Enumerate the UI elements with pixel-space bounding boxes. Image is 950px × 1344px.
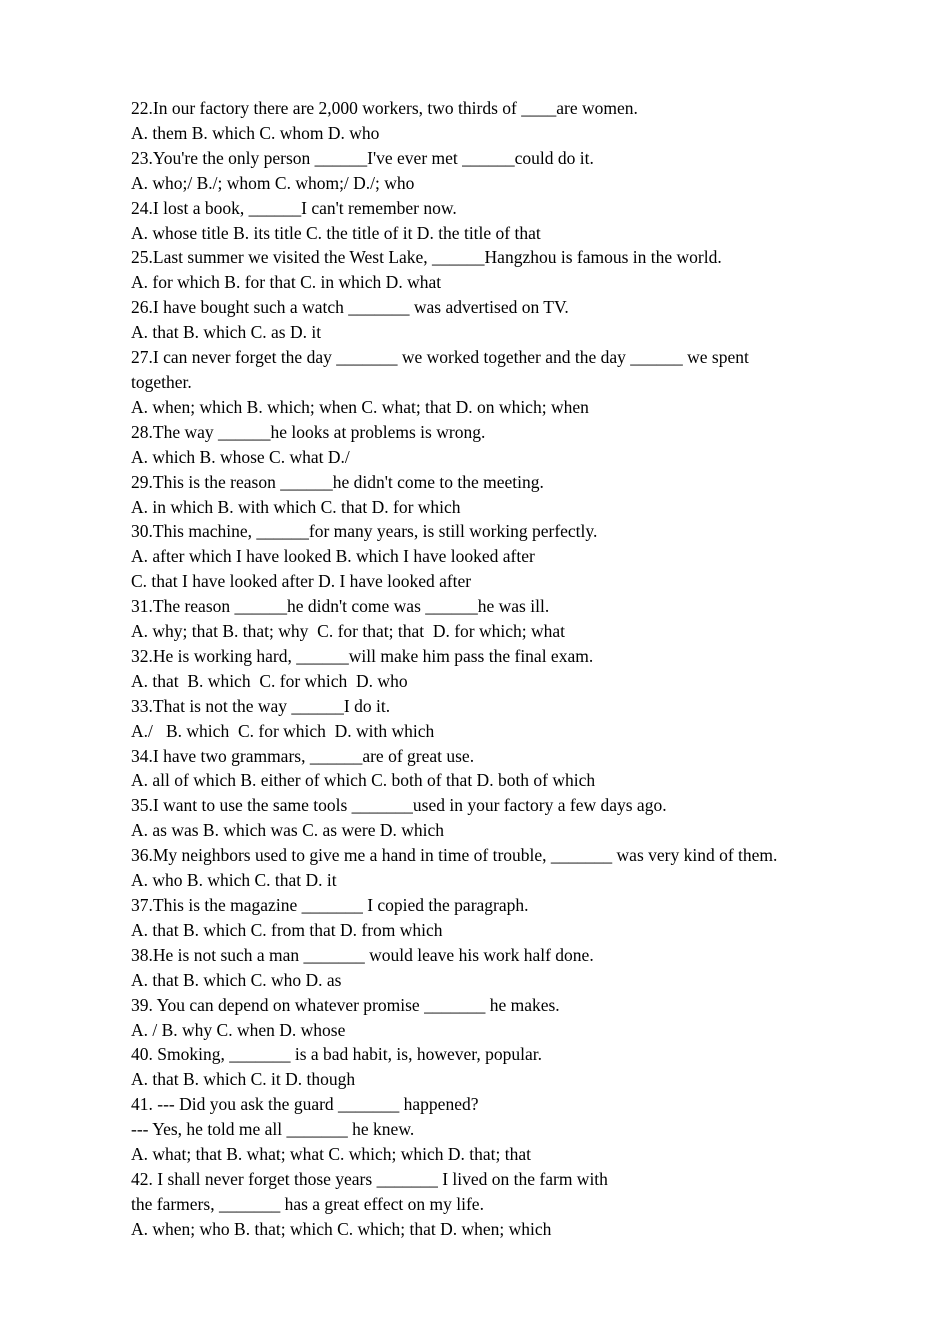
- question-29-options: A. in which B. with which C. that D. for which: [131, 496, 461, 517]
- question-41-options: A. what; that B. what; what C. which; which D. that; that: [131, 1144, 532, 1165]
- question-30-options-ab: A. after which I have looked B. which I have looked after: [131, 546, 535, 567]
- question-26-options: A. that B. which C. as D. it: [131, 322, 322, 343]
- question-22-stem: 22.In our factory there are 2,000 workers, two thirds of ____are women.: [131, 98, 638, 118]
- question-27-options: A. when; which B. which; when C. what; that D. on which; when: [131, 396, 589, 417]
- question-34-options: A. all of which B. either of which C. both of that D. both of which: [131, 770, 596, 791]
- question-30-options-cd: C. that I have looked after D. I have looked after: [131, 571, 472, 592]
- question-34-stem: 34.I have two grammars, ______are of great use.: [131, 745, 475, 766]
- question-37-options: A. that B. which C. from that D. from which: [131, 919, 443, 940]
- question-32-stem: 32.He is working hard, ______will make him pass the final exam.: [131, 645, 594, 666]
- question-22-options: A. them B. which C. whom D. who: [131, 122, 380, 143]
- question-24-options: A. whose title B. its title C. the title of it D. the title of that: [131, 222, 541, 243]
- question-42-stem: 42. I shall never forget those years _______ I lived on the farm with: [131, 1168, 608, 1189]
- question-33-stem: 33.That is not the way ______I do it.: [131, 695, 391, 716]
- question-26-stem: 26.I have bought such a watch _______ was advertised on TV.: [131, 297, 569, 318]
- question-35-stem: 35.I want to use the same tools _______used in your factory a few days ago.: [131, 795, 667, 816]
- question-35-options: A. as was B. which was C. as were D. which: [131, 820, 444, 841]
- question-30-stem: 30.This machine, ______for many years, is still working perfectly.: [131, 521, 598, 542]
- question-23-options: A. who;/ B./; whom C. whom;/ D./; who: [131, 172, 415, 193]
- question-38-options: A. that B. which C. who D. as: [131, 969, 342, 990]
- question-list: [131, 96, 851, 1242]
- question-28-options: A. which B. whose C. what D./: [131, 446, 350, 467]
- question-32-options: A. that B. which C. for which D. who: [131, 670, 408, 691]
- question-27-stem: 27.I can never forget the day _______ we worked together and the day ______ we spent: [131, 347, 749, 368]
- question-37-stem: 37.This is the magazine _______ I copied the paragraph.: [131, 895, 529, 915]
- question-39-options: A. / B. why C. when D. whose: [131, 1019, 346, 1040]
- question-24-stem: 24.I lost a book, ______I can't remember now.: [131, 197, 457, 218]
- question-27-stem-continued: together.: [131, 371, 192, 392]
- question-42-stem-continued: the farmers, _______ has a great effect on my life.: [131, 1193, 484, 1214]
- question-31-options: A. why; that B. that; why C. for that; that D. for which; what: [131, 621, 566, 642]
- question-29-stem: 29.This is the reason ______he didn't come to the meeting.: [131, 471, 544, 492]
- question-31-stem: 31.The reason ______he didn't come was ______he was ill.: [131, 596, 550, 617]
- question-36-options: A. who B. which C. that D. it: [131, 870, 337, 891]
- question-38-stem: 38.He is not such a man _______ would leave his work half done.: [131, 944, 594, 965]
- question-33-options: A./ B. which C. for which D. with which: [131, 720, 435, 741]
- question-40-options: A. that B. which C. it D. though: [131, 1069, 356, 1090]
- question-42-options: A. when; who B. that; which C. which; that D. when; which: [131, 1218, 552, 1239]
- question-40-stem: 40. Smoking, _______ is a bad habit, is, however, popular.: [131, 1044, 542, 1065]
- question-28-stem: 28.The way ______he looks at problems is wrong.: [131, 421, 486, 442]
- question-25-stem: 25.Last summer we visited the West Lake, ______Hangzhou is famous in the world.: [131, 247, 722, 268]
- question-41-stem-b: --- Yes, he told me all _______ he knew.: [131, 1119, 415, 1140]
- question-36-stem: 36.My neighbors used to give me a hand in time of trouble, _______ was very kind of them.: [131, 845, 778, 866]
- question-23-stem: 23.You're the only person ______I've ever met ______could do it.: [131, 147, 594, 168]
- question-25-options: A. for which B. for that C. in which D. what: [131, 272, 442, 293]
- question-41-stem-a: 41. --- Did you ask the guard _______ happened?: [131, 1094, 479, 1115]
- question-39-stem: 39. You can depend on whatever promise _______ he makes.: [131, 994, 560, 1015]
